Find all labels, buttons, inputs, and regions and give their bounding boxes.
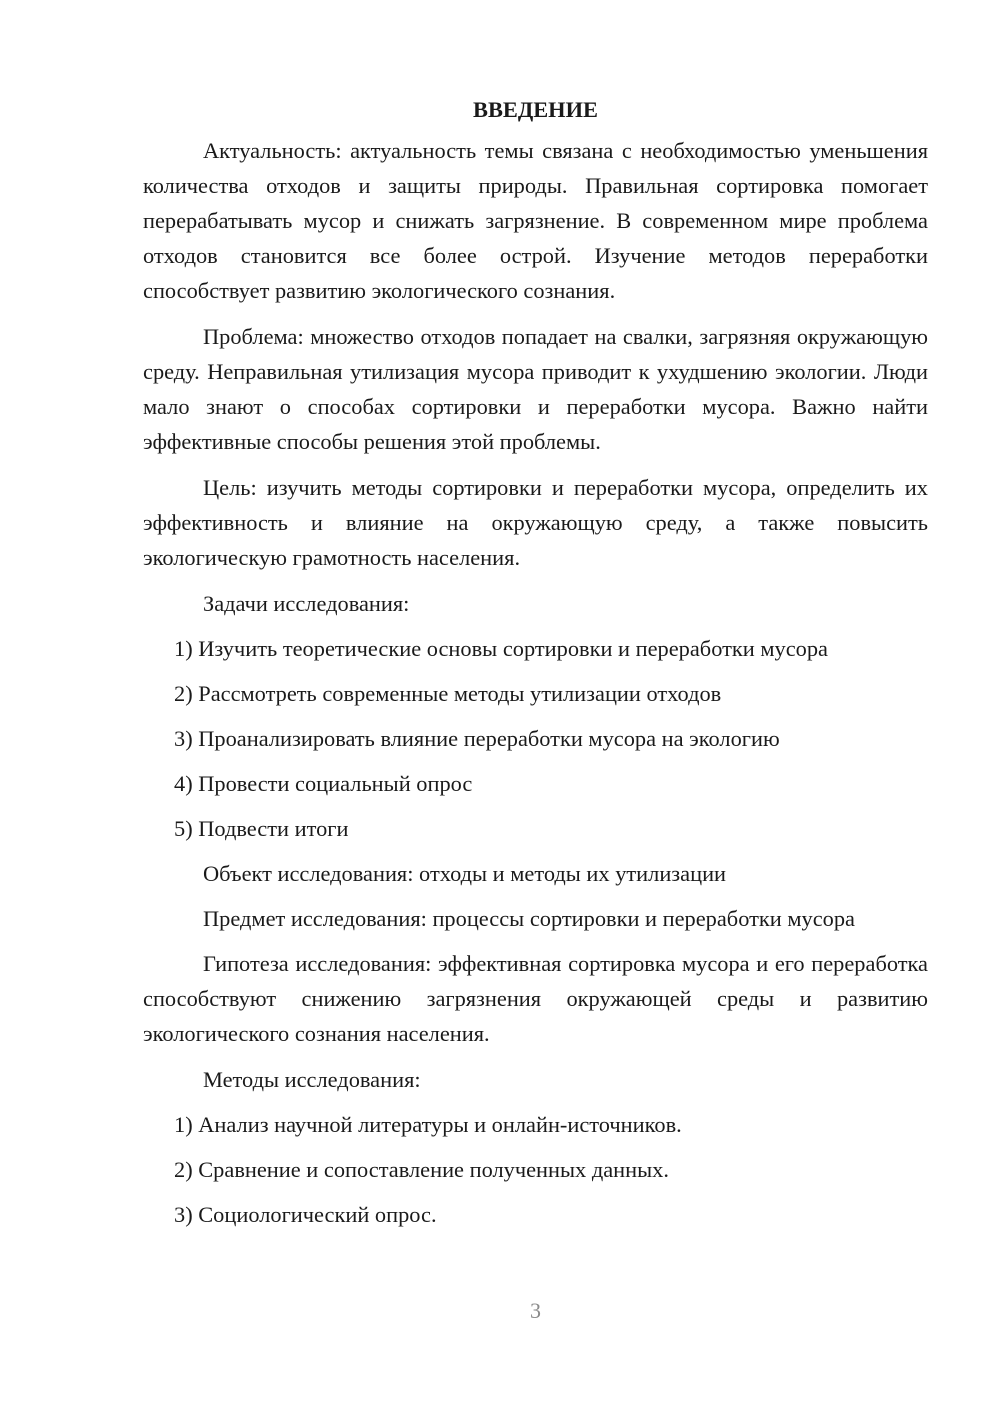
task-item-5: 5) Подвести итоги [174, 816, 349, 841]
page-content [143, 92, 928, 1242]
methods-title: Методы исследования: [203, 1067, 421, 1092]
relevance-paragraph: Актуальность: актуальность темы связана с необходимостью уменьшения количества отходов и защиты природы. Правильная сортировка помогает перерабатывать мусор и снижать загрязнение. В современном мире проблема отходов становится все более острой. Изучение методов переработки способствует развитию экологического сознания. [143, 138, 928, 303]
problem-paragraph: Проблема: множество отходов попадает на свалки, загрязняя окружающую среду. Неправильная утилизация мусора приводит к ухудшению экологии. Люди мало знают о способах сортировки и переработки мусора. Важно найти эффективные способы решения этой проблемы. [143, 324, 928, 454]
task-item-4: 4) Провести социальный опрос [174, 771, 473, 796]
section-heading: ВВЕДЕНИЕ [473, 97, 598, 122]
hypothesis-paragraph: Гипотеза исследования: эффективная сортировка мусора и его переработка способствуют снижению загрязнения окружающей среды и развитию экологического сознания населения. [143, 951, 928, 1046]
research-object: Объект исследования: отходы и методы их утилизации [203, 861, 727, 886]
method-item-2: 2) Сравнение и сопоставление полученных данных. [174, 1157, 669, 1182]
task-item-3: 3) Проанализировать влияние переработки мусора на экологию [174, 726, 780, 751]
research-subject: Предмет исследования: процессы сортировки и переработки мусора [203, 906, 855, 931]
page-number: 3 [530, 1298, 541, 1323]
goal-paragraph: Цель: изучить методы сортировки и переработки мусора, определить их эффективность и влияние на окружающую среду, а также повысить экологическую грамотность населения. [143, 475, 928, 570]
method-item-3: 3) Социологический опрос. [174, 1202, 437, 1227]
task-item-2: 2) Рассмотреть современные методы утилизации отходов [174, 681, 722, 706]
method-item-1: 1) Анализ научной литературы и онлайн-источников. [174, 1112, 682, 1137]
tasks-title: Задачи исследования: [203, 591, 410, 616]
task-item-1: 1) Изучить теоретические основы сортировки и переработки мусора [174, 636, 828, 661]
